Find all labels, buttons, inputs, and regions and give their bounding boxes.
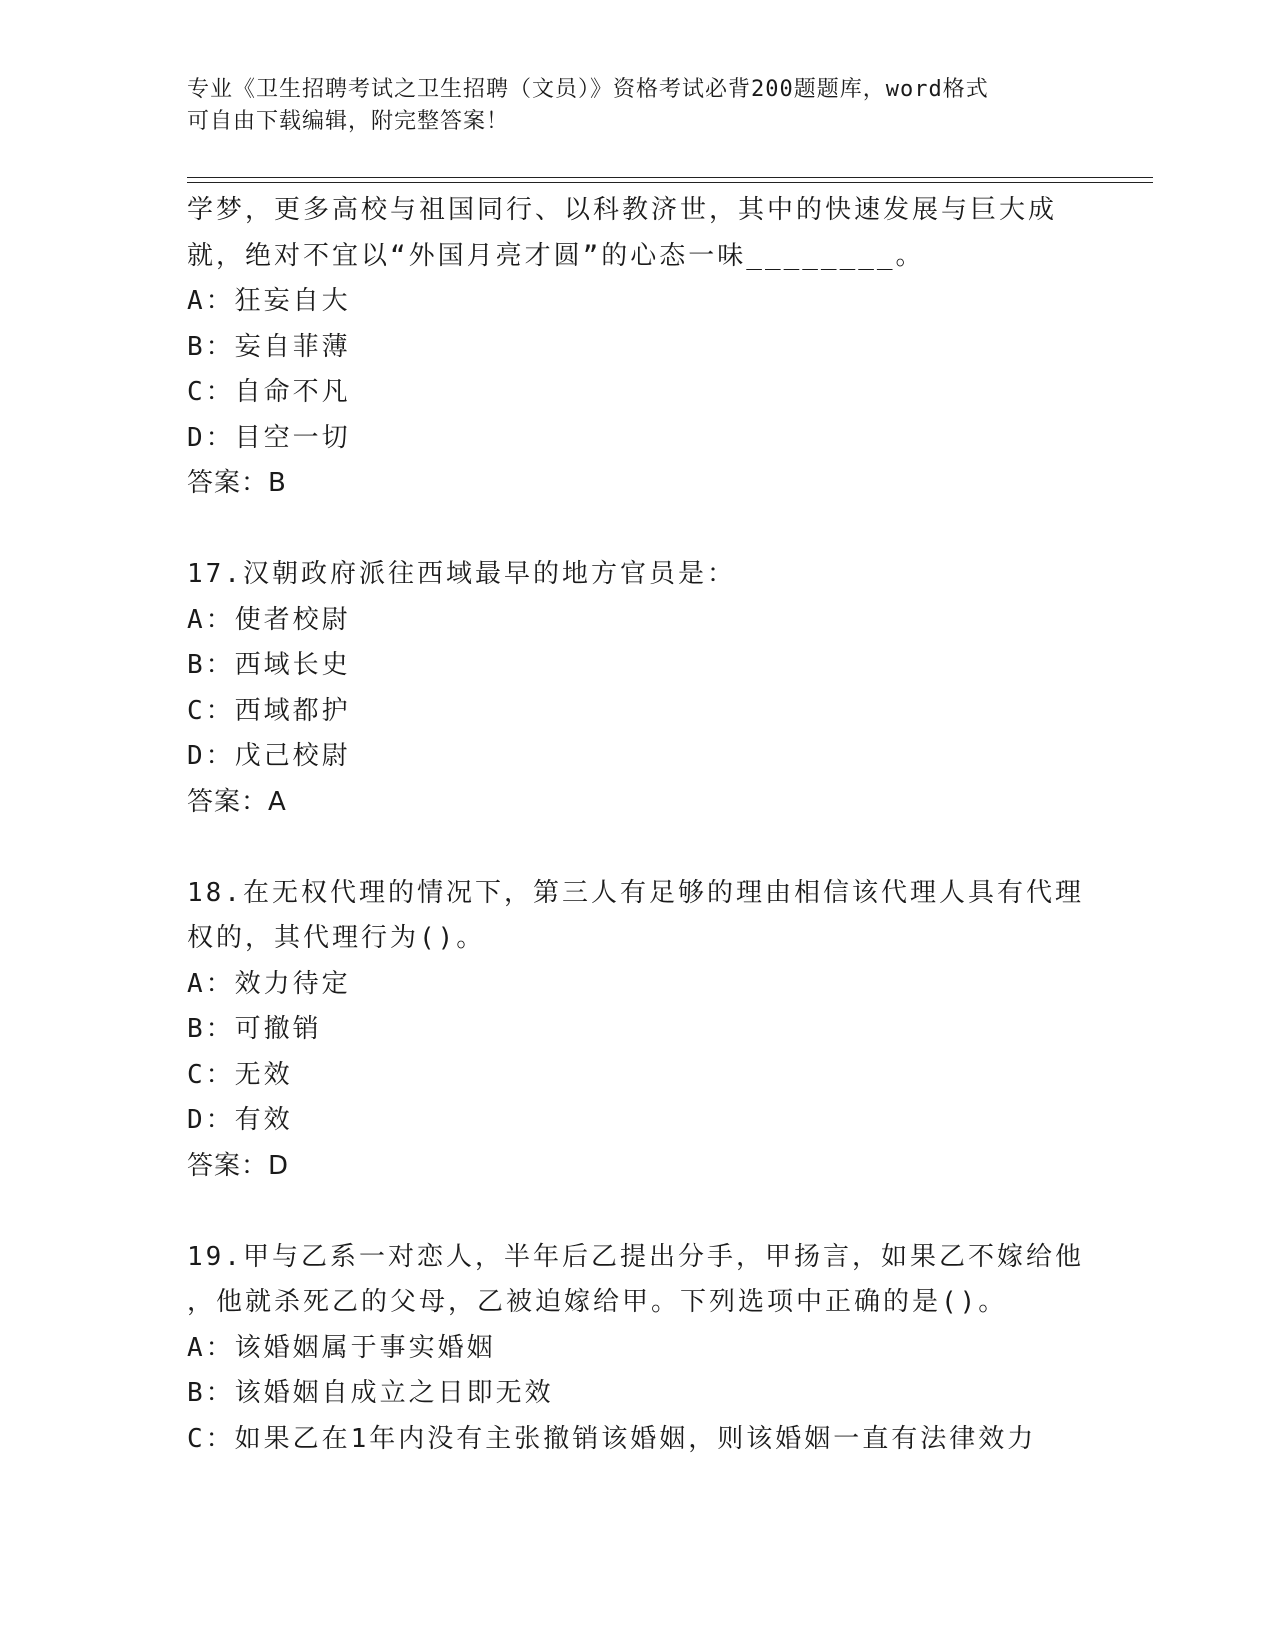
spacer — [187, 1189, 1087, 1235]
option-c: C：如果乙在1年内没有主张撤销该婚姻，则该婚姻一直有法律效力 — [187, 1423, 1037, 1454]
answer-line: 答案：A — [187, 786, 287, 817]
question-16 — [187, 188, 1087, 507]
question-list — [187, 188, 1087, 1462]
header-title-line-2: 可自由下载编辑，附完整答案！ — [187, 109, 510, 134]
question-stem-line: 就，绝对不宜以“外国月亮才圆”的心态一味________。 — [187, 240, 925, 271]
question-stem-line: 17.汉朝政府派往西域最早的地方官员是： — [187, 559, 736, 589]
spacer — [187, 507, 1087, 553]
header-divider-bottom — [187, 182, 1153, 183]
question-18 — [187, 871, 1087, 1190]
option-a: A：效力待定 — [187, 968, 351, 999]
question-stem-line: 18.在无权代理的情况下，第三人有足够的理由相信该代理人具有代理 — [187, 877, 1084, 908]
option-d: D：有效 — [187, 1105, 293, 1135]
header-divider-top — [187, 177, 1153, 178]
answer-line: 答案：B — [187, 468, 287, 498]
document-header — [187, 74, 1087, 138]
question-stem-line: 19.甲与乙系一对恋人，半年后乙提出分手，甲扬言，如果乙不嫁给他 — [187, 1241, 1084, 1272]
option-a: A：该婚姻属于事实婚姻 — [187, 1332, 496, 1363]
option-d: D：戊己校尉 — [187, 741, 351, 771]
option-a: A：使者校尉 — [187, 604, 351, 635]
question-stem-line: ，他就杀死乙的父母，乙被迫嫁给甲。下列选项中正确的是()。 — [187, 1287, 1008, 1317]
option-c: C：自命不凡 — [187, 377, 351, 407]
header-title-line-1: 专业《卫生招聘考试之卫生招聘（文员）》资格考试必背200题题库，word格式 — [187, 77, 989, 102]
question-stem-line: 学梦，更多高校与祖国同行、以科教济世，其中的快速发展与巨大成 — [187, 195, 1058, 225]
option-d: D：目空一切 — [187, 422, 351, 453]
question-stem-line: 权的，其代理行为()。 — [187, 923, 486, 953]
spacer — [187, 825, 1087, 871]
question-19 — [187, 1235, 1087, 1463]
question-17 — [187, 552, 1087, 825]
option-a: A：狂妄自大 — [187, 286, 351, 316]
option-b: B：可撤销 — [187, 1014, 322, 1044]
option-b: B：西域长史 — [187, 650, 351, 680]
answer-line: 答案：D — [187, 1150, 290, 1181]
option-c: C：西域都护 — [187, 695, 351, 726]
option-b: B：妄自菲薄 — [187, 331, 351, 362]
option-c: C：无效 — [187, 1059, 293, 1090]
option-b: B：该婚姻自成立之日即无效 — [187, 1378, 554, 1408]
